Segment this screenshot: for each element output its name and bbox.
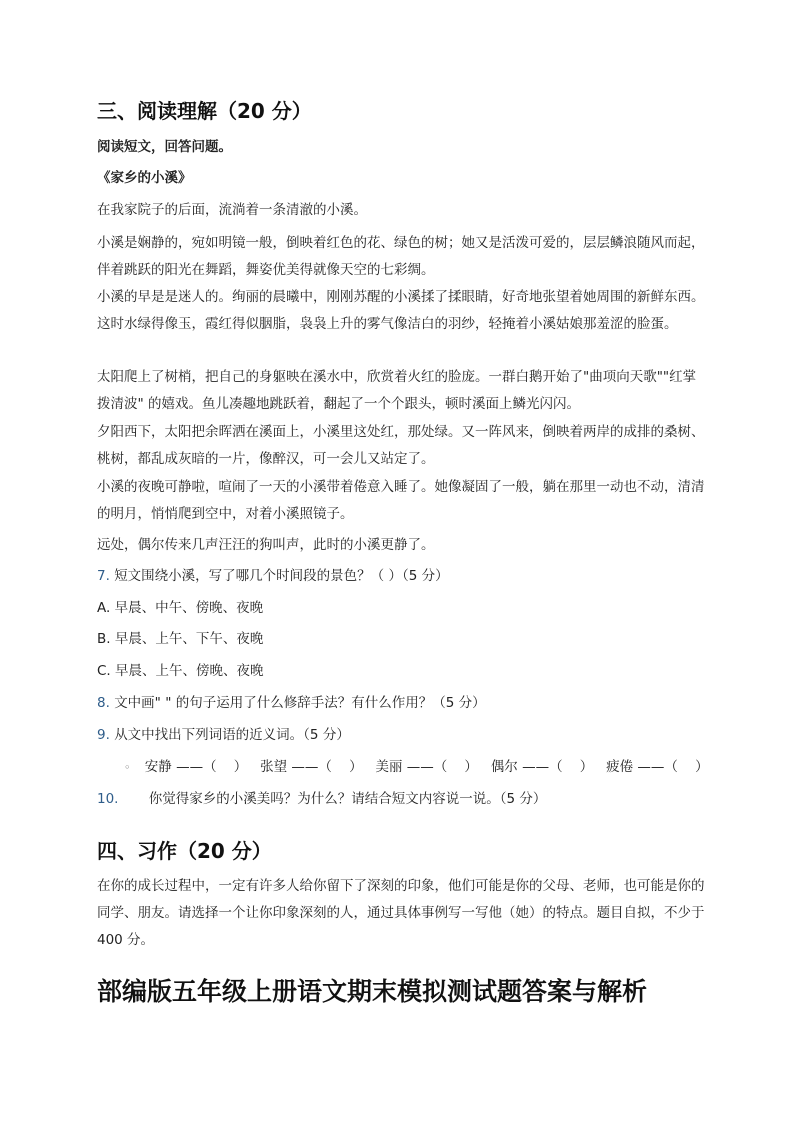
answers-title: 部编版五年级上册语文期末模拟测试题答案与解析 [97, 977, 648, 1006]
passage-paragraph-2: 小溪是娴静的，宛如明镜一般，倒映着红色的花、绿色的树；她又是活泼可爱的，层层鳞浪随风而起，伴着跳跃的阳光在舞蹈，舞姿优美得就像天空的七彩绸。 [97, 235, 705, 278]
passage-paragraph-1: 在我家院子的后面，流淌着一条清澈的小溪。 [97, 202, 367, 218]
q7-option-c: C. 早晨、上午、傍晚、夜晚 [97, 663, 264, 679]
question-7 [97, 564, 449, 588]
q7-option-b: B. 早晨、上午、下午、夜晚 [97, 631, 264, 647]
q9-word-list [124, 755, 709, 780]
question-number: 8. [97, 695, 110, 711]
question-text: 短文围绕小溪，写了哪几个时间段的景色？（ ）（5 分） [114, 568, 449, 584]
q7-option-a: A. 早晨、中午、傍晚、夜晚 [97, 600, 264, 616]
passage-paragraph-3: 小溪的早是是迷人的。绚丽的晨曦中，刚刚苏醒的小溪揉了揉眼睛，好奇地张望着她周围的新鲜东西。这时水绿得像玉，霞红得似胭脂，袅袅上升的雾气像洁白的羽纱，轻掩着小溪姑娘那羞涩的脸蛋。 [97, 289, 705, 332]
question-9 [97, 723, 350, 747]
question-number: 9. [97, 727, 110, 743]
passage-paragraph-4: 太阳爬上了树梢，把自己的身躯映在溪水中，欣赏着火红的脸庞。一群白鹅开始了"曲项向天歌""红掌拨清波" 的嬉戏。鱼儿凑趣地跳跃着，翻起了一个个跟头，顿时溪面上鳞光闪闪。 [97, 369, 697, 412]
bullet-icon: ◦ [124, 761, 131, 774]
writing-prompt: 在你的成长过程中，一定有许多人给你留下了深刻的印象，他们可能是你的父母、老师，也可能是你的同学、朋友。请选择一个让你印象深刻的人，通过具体事例写一写他（她）的特点。题目自拟，不少于400 分。 [97, 878, 705, 948]
passage-title: 《家乡的小溪》 [97, 170, 192, 186]
passage-paragraph-6: 小溪的夜晚可静啦，喧闹了一天的小溪带着倦意入睡了。她像凝固了一般，躺在那里一动也不动，清清的明月，悄悄爬到空中，对着小溪照镜子。 [97, 479, 705, 522]
section4-heading: 四、习作（20 分） [97, 839, 272, 863]
question-text: 你觉得家乡的小溪美吗？为什么？请结合短文内容说一说。（5 分） [148, 791, 547, 807]
passage-paragraph-5: 夕阳西下，太阳把余晖洒在溪面上，小溪里这处红，那处绿。又一阵风来，倒映着两岸的成排的桑树、桃树，都乱成灰暗的一片，像醉汉，可一会儿又站定了。 [97, 424, 705, 467]
question-10 [97, 787, 546, 811]
question-text: 从文中找出下列词语的近义词。（5 分） [114, 727, 350, 743]
question-number: 7. [97, 568, 110, 584]
passage-paragraph-7: 远处，偶尔传来几声汪汪的狗叫声，此时的小溪更静了。 [97, 537, 435, 553]
question-8 [97, 691, 486, 715]
reading-instruction: 阅读短文，回答问题。 [97, 139, 232, 155]
question-number: 10. [97, 791, 119, 807]
section3-heading: 三、阅读理解（20 分） [97, 99, 312, 123]
question-text: 文中画" " 的句子运用了什么修辞手法？有什么作用？（5 分） [114, 695, 486, 711]
q9-words: 安静 ——（ ） 张望 ——（ ） 美丽 ——（ ） 偶尔 ——（ ） 疲倦 ——（ ） [144, 759, 709, 775]
